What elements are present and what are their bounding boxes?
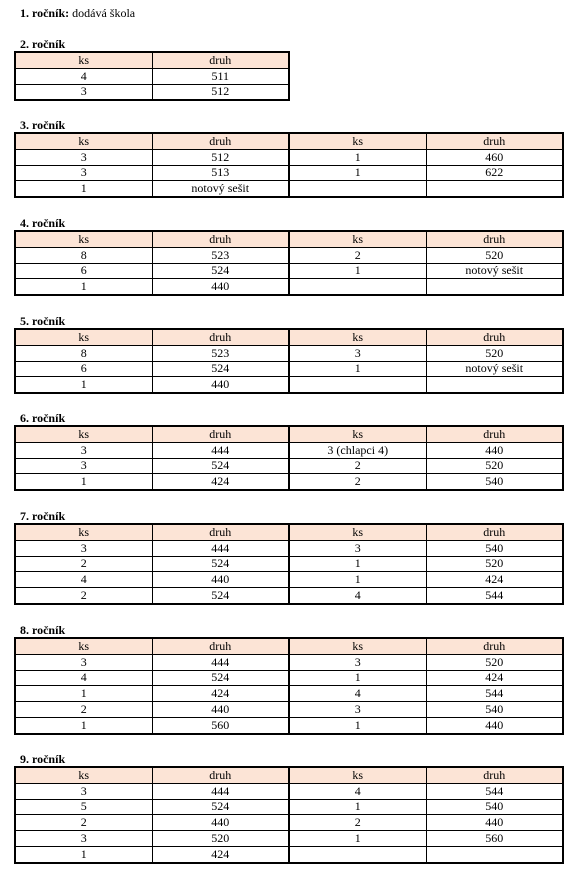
- cell-druh: 524: [152, 670, 289, 686]
- cell-druh: 540: [426, 540, 563, 556]
- cell-druh: 424: [426, 572, 563, 588]
- cell-druh: 523: [152, 247, 289, 263]
- cell-ks: 4: [289, 588, 426, 604]
- table-header-row: [15, 231, 563, 247]
- cell-ks: 4: [289, 783, 426, 799]
- cell-ks: 3: [15, 149, 152, 165]
- cell-druh: 544: [426, 686, 563, 702]
- table-header-row: [15, 329, 563, 345]
- cell-druh: 520: [426, 247, 563, 263]
- cell-ks: 3: [289, 654, 426, 670]
- header-druh: druh: [426, 426, 563, 442]
- header-ks: ks: [289, 426, 426, 442]
- cell-ks: 3: [289, 540, 426, 556]
- cell-druh: 460: [426, 149, 563, 165]
- header-ks: ks: [15, 426, 152, 442]
- cell-ks: 3: [15, 165, 152, 181]
- cell-ks: [289, 181, 426, 197]
- cell-druh: 440: [426, 442, 563, 458]
- header-ks: ks: [289, 524, 426, 540]
- header-ks: ks: [15, 524, 152, 540]
- page-title: [20, 6, 135, 20]
- cell-ks: 3: [15, 654, 152, 670]
- cell-ks: 2: [289, 474, 426, 490]
- page-title-text: dodává škola: [69, 6, 136, 20]
- cell-ks: 3: [15, 442, 152, 458]
- cell-ks: 8: [15, 345, 152, 361]
- cell-ks: [289, 846, 426, 862]
- cell-ks: 6: [15, 361, 152, 377]
- header-druh: druh: [152, 524, 289, 540]
- cell-druh: 520: [426, 345, 563, 361]
- cell-druh: 444: [152, 654, 289, 670]
- header-druh: druh: [152, 52, 289, 68]
- cell-ks: 1: [15, 717, 152, 733]
- cell-ks: 2: [15, 702, 152, 718]
- table-header-row: [15, 426, 563, 442]
- cell-ks: 2: [289, 815, 426, 831]
- header-druh: druh: [426, 638, 563, 654]
- section-title: 9. ročník: [20, 752, 66, 766]
- header-druh: druh: [152, 767, 289, 783]
- table-row: [15, 572, 563, 588]
- cell-ks: 5: [15, 799, 152, 815]
- header-druh: druh: [152, 638, 289, 654]
- cell-ks: 3: [15, 458, 152, 474]
- cell-druh: 512: [152, 84, 289, 100]
- cell-ks: 4: [289, 686, 426, 702]
- cell-druh: 524: [152, 263, 289, 279]
- section-title: 4. ročník: [20, 216, 66, 230]
- cell-ks: 1: [15, 474, 152, 490]
- header-ks: ks: [15, 329, 152, 345]
- cell-druh: 540: [426, 474, 563, 490]
- table-header-row: [15, 52, 289, 68]
- section-title: 5. ročník: [20, 314, 66, 328]
- table-row: [15, 717, 563, 733]
- cell-druh: 440: [152, 572, 289, 588]
- cell-druh: 444: [152, 442, 289, 458]
- cell-ks: 1: [289, 717, 426, 733]
- cell-druh: 622: [426, 165, 563, 181]
- table-row: [15, 68, 289, 84]
- cell-ks: 8: [15, 247, 152, 263]
- cell-ks: 1: [289, 572, 426, 588]
- table-row: [15, 474, 563, 490]
- cell-druh: notový sešit: [426, 263, 563, 279]
- table-row: [15, 442, 563, 458]
- header-ks: ks: [15, 767, 152, 783]
- cell-druh: 511: [152, 68, 289, 84]
- cell-druh: 440: [152, 815, 289, 831]
- header-ks: ks: [15, 52, 152, 68]
- cell-druh: 544: [426, 588, 563, 604]
- cell-druh: 523: [152, 345, 289, 361]
- table-row: [15, 84, 289, 100]
- table-row: [15, 540, 563, 556]
- section-title: 7. ročník: [20, 509, 66, 523]
- cell-druh: 513: [152, 165, 289, 181]
- cell-ks: 3: [15, 84, 152, 100]
- header-ks: ks: [289, 133, 426, 149]
- cell-ks: 1: [15, 846, 152, 862]
- cell-druh: 440: [152, 279, 289, 295]
- header-druh: druh: [152, 329, 289, 345]
- cell-druh: 424: [152, 846, 289, 862]
- header-ks: ks: [15, 231, 152, 247]
- cell-ks: 1: [289, 165, 426, 181]
- cell-druh: 440: [426, 815, 563, 831]
- cell-ks: 4: [15, 68, 152, 84]
- header-druh: druh: [426, 231, 563, 247]
- table-row: [15, 588, 563, 604]
- table-row: [15, 783, 563, 799]
- header-ks: ks: [289, 231, 426, 247]
- table-row: [15, 702, 563, 718]
- table-row: [15, 279, 563, 295]
- cell-ks: 1: [15, 686, 152, 702]
- pieces-table: [14, 425, 564, 491]
- header-druh: druh: [152, 231, 289, 247]
- section-title: 8. ročník: [20, 623, 66, 637]
- cell-ks: 2: [15, 588, 152, 604]
- header-druh: druh: [152, 426, 289, 442]
- cell-druh: 440: [152, 377, 289, 393]
- cell-druh: 520: [426, 654, 563, 670]
- cell-ks: 1: [15, 377, 152, 393]
- table-row: [15, 846, 563, 862]
- cell-druh: 424: [152, 474, 289, 490]
- table-row: [15, 181, 563, 197]
- cell-ks: 2: [15, 815, 152, 831]
- cell-ks: 3: [289, 345, 426, 361]
- cell-druh: 424: [426, 670, 563, 686]
- table-row: [15, 361, 563, 377]
- header-ks: ks: [289, 329, 426, 345]
- cell-ks: 3 (chlapci 4): [289, 442, 426, 458]
- table-row: [15, 815, 563, 831]
- table-row: [15, 165, 563, 181]
- section-title: 2. ročník: [20, 37, 66, 51]
- cell-ks: 1: [15, 181, 152, 197]
- table-row: [15, 556, 563, 572]
- cell-ks: 2: [289, 247, 426, 263]
- table-row: [15, 686, 563, 702]
- cell-druh: 524: [152, 458, 289, 474]
- table-row: [15, 263, 563, 279]
- header-druh: druh: [426, 329, 563, 345]
- cell-ks: 1: [289, 831, 426, 847]
- pieces-table: [14, 523, 564, 605]
- section-title: 3. ročník: [20, 118, 66, 132]
- section-title: 6. ročník: [20, 411, 66, 425]
- header-druh: druh: [426, 133, 563, 149]
- cell-druh: [426, 846, 563, 862]
- header-ks: ks: [15, 133, 152, 149]
- cell-ks: [289, 377, 426, 393]
- cell-druh: 540: [426, 799, 563, 815]
- cell-druh: [426, 279, 563, 295]
- pieces-table: [14, 230, 564, 296]
- cell-druh: 560: [426, 831, 563, 847]
- cell-ks: 2: [15, 556, 152, 572]
- cell-ks: 1: [289, 670, 426, 686]
- table-row: [15, 377, 563, 393]
- header-ks: ks: [289, 767, 426, 783]
- cell-druh: 560: [152, 717, 289, 733]
- header-druh: druh: [426, 767, 563, 783]
- cell-druh: notový sešit: [152, 181, 289, 197]
- header-druh: druh: [426, 524, 563, 540]
- header-ks: ks: [15, 638, 152, 654]
- table-row: [15, 799, 563, 815]
- pieces-table: [14, 637, 564, 735]
- pieces-table: [14, 51, 290, 101]
- table-row: [15, 670, 563, 686]
- cell-ks: 1: [289, 556, 426, 572]
- cell-druh: 520: [152, 831, 289, 847]
- table-header-row: [15, 767, 563, 783]
- table-header-row: [15, 133, 563, 149]
- table-header-row: [15, 638, 563, 654]
- cell-druh: 444: [152, 783, 289, 799]
- cell-ks: 2: [289, 458, 426, 474]
- cell-druh: 520: [426, 458, 563, 474]
- cell-druh: 424: [152, 686, 289, 702]
- cell-ks: 4: [15, 572, 152, 588]
- cell-ks: [289, 279, 426, 295]
- cell-ks: 1: [289, 799, 426, 815]
- table-row: [15, 247, 563, 263]
- cell-ks: 6: [15, 263, 152, 279]
- table-row: [15, 345, 563, 361]
- pieces-table: [14, 132, 564, 198]
- page-title-prefix: 1. ročník:: [20, 6, 70, 20]
- cell-ks: 1: [289, 361, 426, 377]
- pieces-table: [14, 328, 564, 394]
- cell-druh: 520: [426, 556, 563, 572]
- cell-ks: 3: [15, 831, 152, 847]
- cell-druh: 440: [426, 717, 563, 733]
- cell-druh: 524: [152, 799, 289, 815]
- table-row: [15, 654, 563, 670]
- cell-ks: 1: [289, 263, 426, 279]
- cell-druh: [426, 181, 563, 197]
- cell-ks: 1: [289, 149, 426, 165]
- cell-druh: 524: [152, 556, 289, 572]
- cell-druh: 524: [152, 361, 289, 377]
- table-header-row: [15, 524, 563, 540]
- header-ks: ks: [289, 638, 426, 654]
- cell-ks: 3: [289, 702, 426, 718]
- table-row: [15, 458, 563, 474]
- table-row: [15, 149, 563, 165]
- cell-druh: 440: [152, 702, 289, 718]
- cell-druh: notový sešit: [426, 361, 563, 377]
- pieces-table: [14, 766, 564, 864]
- table-row: [15, 831, 563, 847]
- cell-druh: 544: [426, 783, 563, 799]
- cell-druh: 524: [152, 588, 289, 604]
- cell-ks: 3: [15, 540, 152, 556]
- cell-druh: 540: [426, 702, 563, 718]
- cell-ks: 3: [15, 783, 152, 799]
- cell-ks: 4: [15, 670, 152, 686]
- cell-ks: 1: [15, 279, 152, 295]
- header-druh: druh: [152, 133, 289, 149]
- cell-druh: 444: [152, 540, 289, 556]
- cell-druh: 512: [152, 149, 289, 165]
- cell-druh: [426, 377, 563, 393]
